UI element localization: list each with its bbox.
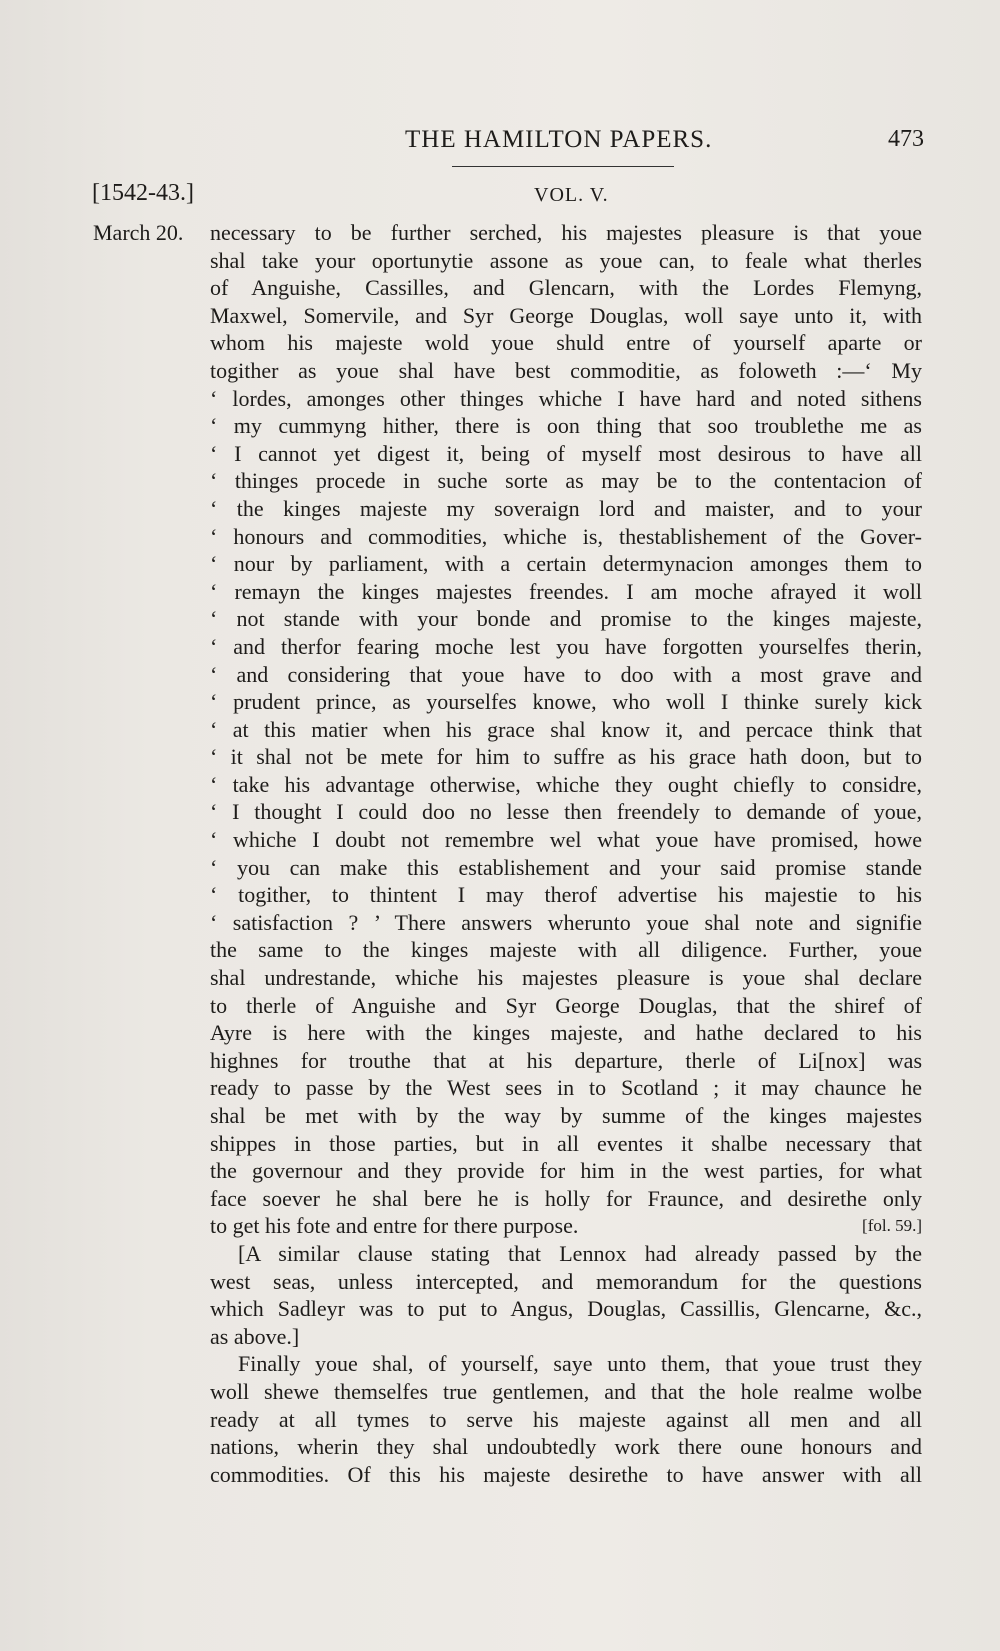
text-line: whom his majeste wold youe shuld entre of yourself aparte or	[210, 330, 922, 356]
text-line: shippes in those parties, but in all eventes it shalbe necessary that	[210, 1130, 922, 1156]
text-line-with-folio	[210, 1212, 922, 1240]
text-line: ‘ whiche I doubt not remembre wel what youe have promised, howe	[210, 827, 922, 853]
text-line: necessary to be further serched, his majestes pleasure is that youe	[210, 220, 922, 245]
text-line: ‘ prudent prince, as yourselfes knowe, who woll I thinke surely kick	[210, 689, 922, 715]
text-line: ‘ take his advantage otherwise, whiche they ought chiefly to considre,	[210, 771, 922, 797]
text-line: ‘ togither, to thintent I may therof advertise his majestie to his	[210, 882, 922, 908]
running-head	[0, 126, 1000, 160]
text-line: to therle of Anguishe and Syr George Douglas, that the shiref of	[210, 992, 922, 1018]
text-line: ‘ at this matier when his grace shal know it, and percace think that	[210, 716, 922, 742]
text-line: highnes for trouthe that at his departure, therle of Li[nox] was	[210, 1047, 922, 1073]
body-text	[210, 219, 922, 1488]
editorial-line: [A similar clause stating that Lennox had already passed by the	[238, 1240, 922, 1266]
text-line: of Anguishe, Cassilles, and Glencarn, with the Lordes Flemyng,	[210, 275, 922, 301]
text-line: ‘ remayn the kinges majestes freendes. I am moche afrayed it woll	[210, 578, 922, 604]
text-line: ‘ thinges procede in suche sorte as may be to the contentacion of	[210, 468, 922, 494]
header-rule	[452, 166, 674, 167]
text-line: ‘ honours and commodities, whiche is, thestablishement of the Gover-	[210, 523, 922, 549]
text-line: ‘ the kinges majeste my soveraign lord and maister, and to your	[210, 495, 922, 521]
text-line: ‘ and therfor fearing moche lest you have forgotten yourselfes therin,	[210, 633, 922, 659]
margin-date: March 20.	[93, 220, 184, 245]
text-line: ‘ it shal not be mete for him to suffre as his grace hath doon, but to	[210, 744, 922, 770]
text-line: shal be met with by the way by summe of the kinges majestes	[210, 1103, 922, 1128]
folio-reference: [fol. 59.]	[862, 1216, 922, 1236]
page-number: 473	[888, 126, 924, 152]
text-line: Maxwel, Somervile, and Syr George Douglas, woll saye unto it, with	[210, 302, 922, 328]
text-line: ‘ not stande with your bonde and promise to the kinges majeste,	[210, 606, 922, 632]
text-line: ‘ you can make this establishement and your said promise stande	[210, 854, 922, 880]
text-line: ‘ lordes, amonges other thinges whiche I have hard and noted sithens	[210, 385, 922, 411]
volume-label: VOL. V.	[534, 184, 609, 206]
running-title: THE HAMILTON PAPERS.	[405, 126, 713, 153]
text-line: ‘ nour by parliament, with a certain determynacion amonges them to	[210, 551, 922, 577]
editorial-line: which Sadleyr was to put to Angus, Douglas, Cassillis, Glencarne, &c.,	[210, 1296, 922, 1322]
text-line: face soever he shal bere he is holly for Fraunce, and desirethe only	[210, 1185, 922, 1211]
text-line: shal undrestande, whiche his majestes pleasure is youe shal declare	[210, 965, 922, 991]
final-line: to get his fote and entre for there purpose.	[210, 1213, 579, 1239]
text-line: ‘ I cannot yet digest it, being of myself most desirous to have all	[210, 440, 922, 466]
editorial-line: west seas, unless intercepted, and memorandum for the questions	[210, 1268, 922, 1294]
text-line: the governour and they provide for him in the west parties, for what	[210, 1158, 922, 1184]
text-line: shal take your oportunytie assone as youe can, to feale what therles	[210, 247, 922, 273]
text-line: ready to passe by the West sees in to Scotland ; it may chaunce he	[210, 1075, 922, 1101]
closing-line: commodities. Of this his majeste desirethe to have answer with all	[210, 1461, 922, 1487]
closing-line: ready at all tymes to serve his majeste against all men and all	[210, 1406, 922, 1432]
text-line: ‘ and considering that youe have to doo with a most grave and	[210, 661, 922, 687]
closing-line: Finally youe shal, of yourself, saye unto them, that youe trust they	[238, 1351, 922, 1377]
closing-line: nations, wherin they shal undoubtedly work there oune honours and	[210, 1434, 922, 1460]
text-line: ‘ satisfaction ? ’ There answers wherunto youe shal note and signifie	[210, 909, 922, 935]
text-line: ‘ I thought I could doo no lesse then freendely to demande of youe,	[210, 799, 922, 825]
text-line: Ayre is here with the kinges majeste, and hathe declared to his	[210, 1020, 922, 1046]
text-line: togither as youe shal have best commoditie, as foloweth :—‘ My	[210, 357, 922, 383]
closing-line: woll shewe themselfes true gentlemen, and that the hole realme wolbe	[210, 1378, 922, 1404]
date-range: [1542-43.]	[92, 180, 194, 206]
text-line: the same to the kinges majeste with all diligence. Further, youe	[210, 937, 922, 963]
text-line: ‘ my cummyng hither, there is oon thing that soo troublethe me as	[210, 413, 922, 439]
editorial-line: as above.]	[210, 1323, 300, 1349]
